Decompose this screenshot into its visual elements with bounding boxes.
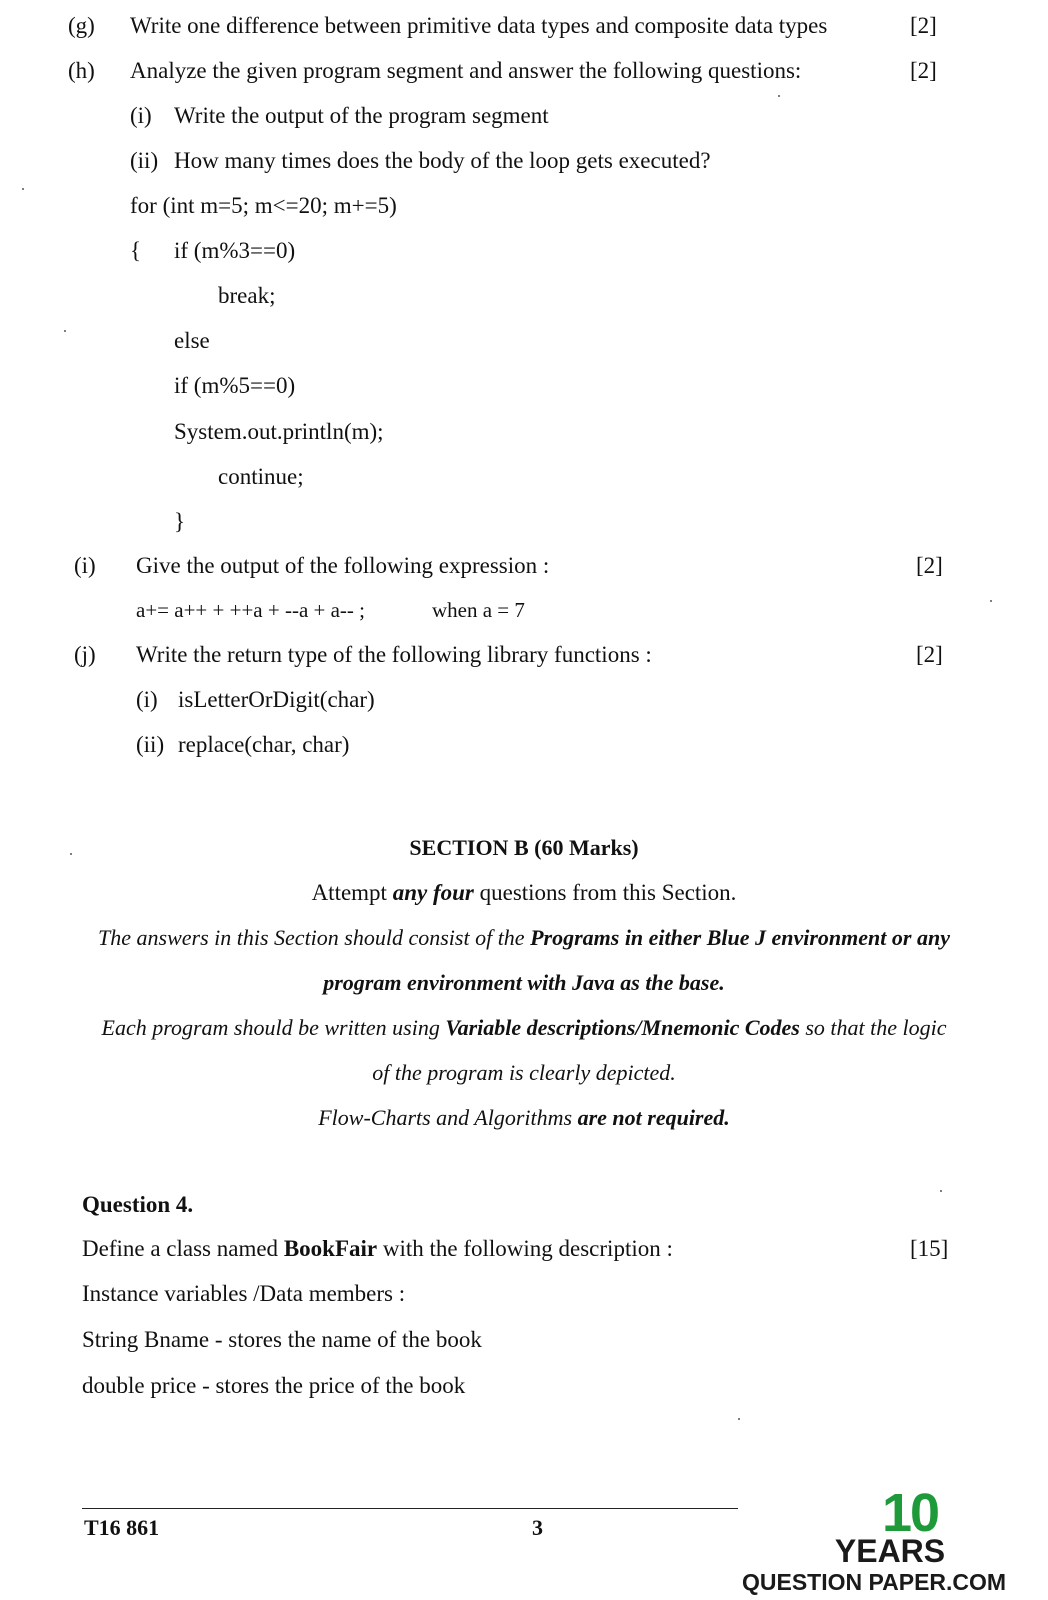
- question-j-label: (j): [74, 642, 96, 667]
- h-subpart-label: (ii): [130, 148, 159, 173]
- scan-speck: [738, 1418, 740, 1420]
- section-b-instruction-5: [0, 1104, 1048, 1132]
- code-line: if (m%5==0): [174, 373, 296, 398]
- section-b-title: SECTION B (60 Marks): [409, 835, 639, 860]
- j-item-text: isLetterOrDigit(char): [178, 687, 375, 712]
- attempt-pre: Attempt: [311, 880, 387, 905]
- attempt-post: questions from this Section.: [479, 880, 737, 905]
- expression: a+= a++ + ++a + --a + a-- ;: [136, 598, 366, 622]
- instruction-3-bold: Variable descriptions/Mnemonic Codes: [445, 1015, 800, 1040]
- question-4-line: double price - stores the price of the book: [82, 1373, 466, 1398]
- question-h-text: Analyze the given program segment and answer the following questions:: [130, 58, 802, 83]
- code-line: {: [130, 238, 142, 263]
- attempt-emphasis: any four: [392, 880, 474, 905]
- question-4-marks: [15]: [910, 1236, 949, 1261]
- class-name: BookFair: [283, 1236, 378, 1261]
- code-line: System.out.println(m);: [174, 419, 384, 444]
- code-line: break;: [218, 283, 276, 308]
- question-g-marks: [2]: [910, 13, 937, 38]
- section-b-instruction-1: [0, 924, 1048, 952]
- scan-speck: [64, 330, 66, 332]
- question-i-text: Give the output of the following expression :: [136, 553, 550, 578]
- question-g-label: (g): [68, 13, 95, 38]
- instruction-1-bold: Programs in either Blue J environment or any: [530, 925, 950, 950]
- footer-code: T16 861: [84, 1515, 160, 1540]
- question-i-label: (i): [74, 553, 96, 578]
- question-4-line: String Bname - stores the name of the book: [82, 1327, 482, 1352]
- instruction-5-pre: Flow-Charts and Algorithms: [318, 1105, 573, 1130]
- instruction-5-bold: are not required.: [577, 1105, 730, 1130]
- question-4-heading: Question 4.: [82, 1192, 194, 1217]
- instruction-1-pre: The answers in this Section should consist of the: [98, 925, 525, 950]
- watermark-site: QUESTION PAPER.COM: [742, 1569, 1007, 1595]
- instruction-3-pre: Each program should be written using: [101, 1015, 440, 1040]
- h-subpart-text: Write the output of the program segment: [174, 103, 549, 128]
- code-line: for (int m=5; m<=20; m+=5): [130, 193, 397, 218]
- scan-speck: [22, 188, 24, 190]
- question-g-text: Write one difference between primitive data types and composite data types: [130, 13, 828, 38]
- section-b-attempt: [0, 879, 1048, 907]
- scan-speck: [940, 1190, 942, 1192]
- footer-rule: [82, 1508, 738, 1509]
- section-b-instruction-3: [0, 1014, 1048, 1042]
- code-line: continue;: [218, 464, 304, 489]
- instruction-3-post: so that the logic: [805, 1015, 947, 1040]
- question-4-intro: [82, 1235, 673, 1263]
- section-b-instruction-4: of the program is clearly depicted.: [372, 1060, 676, 1085]
- question-j-text: Write the return type of the following library functions :: [136, 642, 652, 667]
- question-i-marks: [2]: [916, 553, 943, 578]
- code-line: }: [174, 509, 186, 534]
- h-subpart-text: How many times does the body of the loop gets executed?: [174, 148, 711, 173]
- intro-pre: Define a class named: [82, 1236, 279, 1261]
- intro-post: with the following description :: [382, 1236, 673, 1261]
- watermark-years: YEARS: [834, 1533, 946, 1569]
- code-line: if (m%3==0): [174, 238, 296, 263]
- j-item-label: (i): [136, 687, 158, 712]
- question-h-marks: [2]: [910, 58, 937, 83]
- page-number: 3: [532, 1515, 543, 1540]
- code-line: else: [174, 328, 210, 353]
- question-4-line: Instance variables /Data members :: [82, 1281, 406, 1306]
- watermark-number: 10: [881, 1483, 939, 1543]
- h-subpart-label: (i): [130, 103, 152, 128]
- question-h-label: (h): [68, 58, 95, 83]
- expression-condition: when a = 7: [432, 598, 525, 622]
- scan-speck: [70, 853, 72, 855]
- scan-speck: [990, 600, 992, 602]
- j-item-text: replace(char, char): [178, 732, 350, 757]
- scan-speck: [778, 95, 780, 97]
- j-item-label: (ii): [136, 732, 165, 757]
- section-b-instruction-2: program environment with Java as the base.: [323, 970, 725, 995]
- question-j-marks: [2]: [916, 642, 943, 667]
